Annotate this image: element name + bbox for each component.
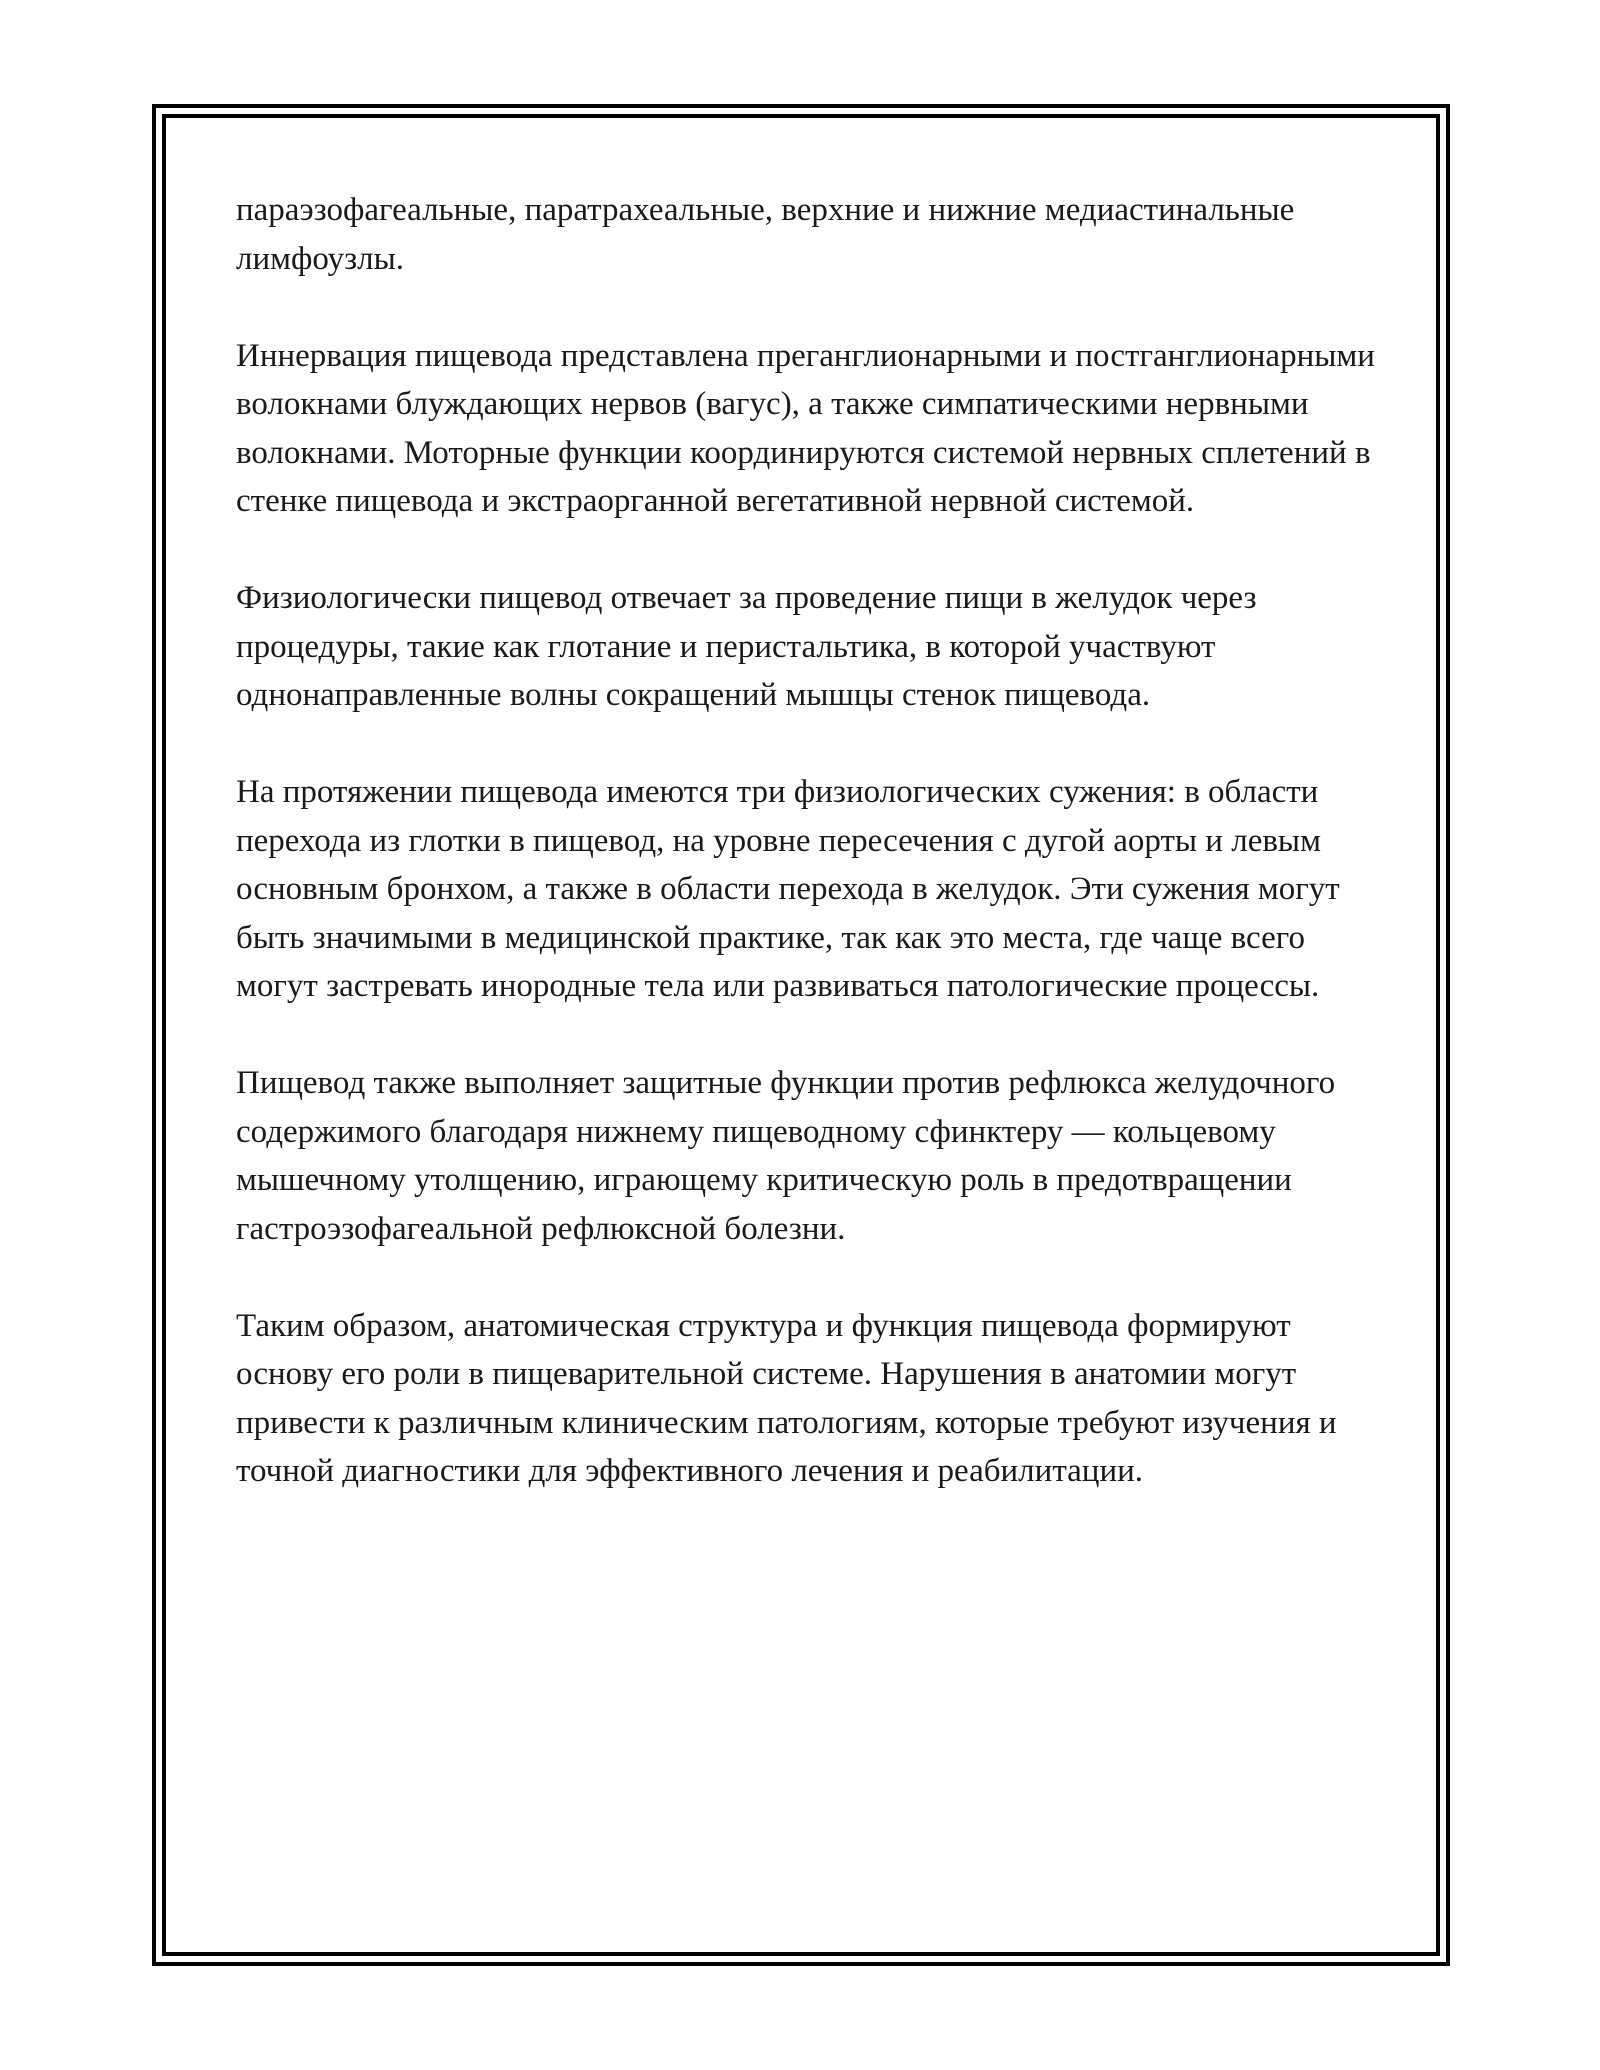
- document-body: [236, 186, 1386, 1544]
- paragraph-lymph-nodes: параэзофагеальные, паратрахеальные, верхние и нижние медиастинальные лимфоузлы.: [236, 192, 1295, 277]
- paragraph-protective-function: Пищевод также выполняет защитные функции против рефлюкса желудочного содержимого благодаря нижнему пищеводному сфинктеру — кольцевому мышечному утолщению, играющему критическую роль в предотвращении гастроэзофагеальной рефлюксной болезни.: [236, 1065, 1336, 1247]
- paragraph-narrowings: На протяжении пищевода имеются три физиологических сужения: в области перехода из глотки в пищевод, на уровне пересечения с дугой аорты и левым основным бронхом, а также в области перехода в желудок. Эти сужения могут быть значимыми в медицинской практике, так как это места, где чаще всего могут застревать инородные тела или развиваться патологические процессы.: [236, 774, 1340, 1004]
- paragraph-innervation: Иннервация пищевода представлена преганглионарными и постганглионарными волокнами блуждающих нервов (вагус), а также симпатическими нервными волокнами. Моторные функции координируются системой нервных сплетений в стенке пищевода и экстраорганной вегетативной нервной системой.: [236, 337, 1375, 519]
- paragraph-conclusion: Таким образом, анатомическая структура и функция пищевода формируют основу его роли в пищеварительной системе. Нарушения в анатомии могут привести к различным клиническим патологиям, которые требуют изучения и точной диагностики для эффективного лечения и реабилитации.: [236, 1307, 1337, 1489]
- paragraph-physiology: Физиологически пищевод отвечает за проведение пищи в желудок через процедуры, такие как глотание и перистальтика, в которой участвуют однонаправленные волны сокращений мышцы стенок пищевода.: [236, 580, 1257, 713]
